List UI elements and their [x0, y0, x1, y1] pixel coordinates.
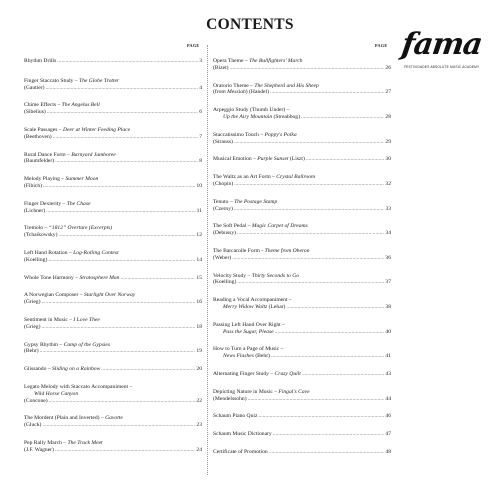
toc-entry[interactable] [213, 389, 391, 403]
piece-title: Thirty Seconds to Go [251, 272, 300, 279]
page-number: 7 [199, 133, 202, 140]
page-number: 38 [385, 303, 391, 310]
toc-entry[interactable] [213, 174, 391, 188]
entry-text: (Bizet) [213, 64, 229, 71]
page-number: 6 [199, 109, 202, 116]
entry-text: Pep Rally March – [24, 439, 68, 446]
entry-text: (Chopin) [213, 180, 234, 187]
toc-entry[interactable] [24, 440, 202, 454]
toc-entry[interactable] [24, 201, 202, 215]
dot-leader [301, 114, 384, 121]
entry-text: Oratorio Theme – [213, 82, 255, 89]
page-number: 28 [385, 113, 391, 120]
entry-text: Sentiment in Music – [24, 316, 74, 323]
page-number: 18 [196, 323, 202, 330]
piece-title: “1812” Overture (Excerpts) [48, 225, 113, 232]
page-number: 20 [196, 366, 202, 373]
toc-entry[interactable] [213, 413, 391, 420]
entry-text: (Liszt) [288, 156, 305, 163]
piece-title: Pass the Sugar, Please [223, 328, 274, 335]
entry-text: Arpeggio Study (Thumb Under) – [213, 107, 290, 114]
entry-text: Whole Tone Harmony – [24, 274, 80, 281]
toc-entry[interactable] [24, 152, 202, 166]
piece-title: Deer at Winter Feeding Place [63, 126, 131, 133]
page-number: 4 [199, 84, 202, 91]
toc-entry[interactable] [213, 431, 391, 438]
entry-text: Left Hand Rotation – [24, 249, 74, 256]
toc-entry[interactable] [24, 342, 202, 356]
toc-entry[interactable] [213, 58, 391, 72]
piece-title: Log-Rolling Contest [73, 249, 119, 256]
dot-leader [234, 139, 385, 146]
piece-title: The Globe Trotter [79, 77, 120, 84]
entry-text: Melody Playing – [24, 176, 66, 183]
page-number: 3 [199, 58, 202, 64]
piece-title: Camp of the Gypsies [63, 341, 111, 348]
piece-title: Starlight Over Norway [83, 292, 136, 299]
dot-leader [286, 304, 384, 311]
page-number: 37 [385, 279, 391, 286]
entry-text: (J.F. Wagner) [24, 446, 54, 453]
entry-text: Glissando – [24, 366, 52, 373]
entry-text: (Gluck) [24, 422, 42, 429]
dot-leader [306, 156, 385, 163]
toc-entry[interactable] [24, 102, 202, 116]
page-number: 34 [385, 230, 391, 237]
toc-entry[interactable] [213, 297, 391, 311]
dot-leader [58, 232, 195, 239]
entry-text: Passing Left Hand Over Right – [213, 321, 285, 328]
entry-text: Depicting Nature in Music – [213, 388, 279, 395]
entry-text: (Tchaikowsky) [24, 232, 58, 239]
entry-text: Gypsy Rhythm – [24, 341, 64, 348]
page-number: 26 [385, 64, 391, 71]
page-number: 33 [385, 205, 391, 212]
toc-entry[interactable] [213, 132, 391, 146]
dot-leader [47, 109, 198, 116]
piece-title: Summer Moon [65, 176, 99, 183]
dot-leader [43, 183, 195, 190]
logo-wordmark: fama [399, 27, 484, 62]
dot-leader [248, 396, 385, 403]
dot-leader [275, 329, 385, 336]
piece-title: Fingal's Cave [278, 388, 310, 395]
page-number: 19 [196, 348, 202, 355]
piece-title: Messiah [227, 89, 246, 96]
page-number: 12 [196, 232, 202, 239]
column-divider [207, 45, 209, 475]
entry-text: The Mordent (Plain and Inverted) – [24, 415, 106, 422]
page-number: 29 [385, 138, 391, 145]
dot-leader [41, 299, 195, 306]
piece-title: Gavotte [105, 415, 123, 422]
dot-leader [270, 89, 384, 96]
entry-text: (Strauss) [213, 138, 233, 145]
toc-entry[interactable] [213, 273, 391, 287]
dot-leader [269, 449, 385, 456]
piece-title: The Chase [66, 200, 91, 207]
entry-text: Staccatissimo Touch – [213, 131, 265, 138]
entry-text: (Streabbog) [272, 113, 300, 120]
piece-title: Magic Carpet of Dreams [251, 223, 308, 230]
dot-leader [271, 353, 384, 360]
dot-leader [55, 447, 195, 454]
toc-entry[interactable] [24, 225, 202, 239]
toc-entry[interactable] [24, 366, 202, 373]
toc-entry[interactable] [24, 58, 202, 65]
entry-text: (from [213, 89, 228, 96]
entry-text: Musical Emotion – [213, 156, 258, 163]
toc-entry[interactable] [24, 176, 202, 190]
piece-title: Poppy's Polka [264, 131, 297, 138]
dot-leader [120, 275, 195, 282]
entry-text: Certificate of Promotion [213, 448, 268, 455]
page-number: 15 [196, 274, 202, 281]
dot-leader [237, 230, 384, 237]
toc-entry[interactable] [24, 250, 202, 264]
dot-leader [237, 279, 384, 286]
dot-leader [273, 431, 385, 438]
toc-entry[interactable] [213, 156, 391, 163]
dot-leader [49, 398, 196, 405]
piece-title: The Postage Stamp [234, 198, 278, 205]
entry-text: Scale Passages – [24, 126, 63, 133]
piece-title: Wild Horse Canyon [34, 390, 79, 397]
page-number: 40 [385, 328, 391, 335]
page-number: 10 [196, 182, 202, 189]
entry-text: (Beethoven) [24, 133, 52, 140]
entry-text: A Norwegian Composer – [24, 292, 84, 299]
entry-text: (Weber) [213, 254, 232, 261]
page-number: 36 [385, 254, 391, 261]
entry-text: (Concone) [24, 397, 48, 404]
page-column-header-left: PAGE [187, 43, 200, 48]
entry-text: Finger Staccato Study – [24, 77, 79, 84]
dot-leader [41, 324, 195, 331]
contents-right-column [213, 58, 391, 467]
entry-text: Schaum Music Dictionary [213, 431, 272, 438]
toc-entry[interactable] [24, 78, 202, 92]
page-number: 22 [196, 397, 202, 404]
entry-text: Tremolo – [24, 225, 49, 232]
entry-text: ) (Handel) [245, 89, 269, 96]
page-number: 48 [385, 448, 391, 455]
toc-entry[interactable] [24, 384, 202, 404]
toc-entry[interactable] [213, 449, 391, 456]
page-number: 14 [196, 256, 202, 263]
entry-text: Rural Dance Form – [24, 151, 72, 158]
entry-text: Legato Melody with Staccato Accompaniment – [24, 383, 133, 390]
piece-title: I Love Thee [73, 316, 100, 323]
page-number: 47 [385, 431, 391, 438]
entry-text: Velocity Study – [213, 272, 252, 279]
dot-leader [42, 422, 195, 429]
entry-text: (Gautier) [24, 84, 45, 91]
entry-text: (Lichner) [24, 207, 46, 214]
dot-leader [48, 257, 195, 264]
entry-text: (Behr) [24, 348, 39, 355]
piece-title: The Bullfighters' March [249, 58, 303, 64]
piece-title: Up the Airy Mountain [223, 113, 273, 120]
piece-title: News Flashes [223, 353, 254, 360]
entry-text: (Grieg) [24, 323, 41, 330]
fama-logo [399, 27, 490, 69]
page-number: 32 [385, 180, 391, 187]
entry-text: (Grieg) [24, 299, 41, 306]
page-number: 43 [385, 370, 391, 377]
toc-entry[interactable] [24, 415, 202, 429]
toc-entry[interactable] [24, 127, 202, 141]
page-title: CONTENTS [206, 16, 294, 33]
entry-text: Opera Theme – [213, 58, 250, 64]
toc-entry[interactable] [213, 107, 391, 121]
entry-text: (Behr) [253, 353, 270, 360]
toc-entry[interactable] [213, 371, 391, 378]
entry-text: (Sibelius) [24, 109, 46, 116]
piece-title: Sliding on a Rainbow [51, 366, 101, 373]
entry-text: (Baumfelder) [24, 158, 55, 165]
toc-entry[interactable] [213, 248, 391, 262]
piece-title: Merry Widow Waltz [223, 303, 268, 310]
dot-leader [234, 181, 384, 188]
piece-title: Barnyard Jamboree [71, 151, 116, 158]
entry-text: Chime Effects – [24, 102, 62, 109]
dot-leader [234, 206, 385, 213]
page-number: 23 [196, 422, 202, 429]
entry-text: The Soft Pedal – [213, 223, 252, 230]
entry-text: The Waltz as an Art Form – [213, 174, 277, 181]
page-number: 16 [196, 299, 202, 306]
dot-leader [53, 134, 199, 141]
dot-leader [57, 58, 198, 65]
dot-leader [302, 371, 385, 378]
page-number: 24 [196, 446, 202, 453]
piece-title: Crazy Quilt [274, 370, 301, 377]
entry-text: (Koelling) [24, 256, 48, 263]
toc-entry[interactable] [213, 346, 391, 360]
entry-text: (Debussy) [213, 230, 236, 237]
toc-entry[interactable] [24, 292, 202, 306]
entry-text: Schaum Piano Quiz [213, 413, 258, 420]
piece-title: Stratosphere Man [79, 274, 120, 281]
toc-entry[interactable] [213, 322, 391, 336]
page-number: 8 [199, 158, 202, 165]
piece-title: The Track Meet [67, 439, 103, 446]
entry-text: Alternating Finger Study – [213, 370, 275, 377]
dot-leader [230, 65, 385, 72]
dot-leader [46, 85, 199, 92]
toc-entry[interactable] [213, 223, 391, 237]
toc-entry[interactable] [213, 83, 391, 97]
entry-text: Reading a Vocal Accompaniment – [213, 297, 292, 304]
toc-entry[interactable] [24, 275, 202, 282]
entry-text: (Czerny) [213, 205, 233, 212]
logo-tagline: FESTIVIDADES ABSOLUTE MUSIC ACADEMY [404, 65, 480, 69]
piece-title: The Shepherd and His Sheep [254, 82, 319, 89]
toc-entry[interactable] [213, 199, 391, 213]
page-number: 11 [196, 207, 202, 214]
toc-entry[interactable] [24, 317, 202, 331]
entry-text: (Koelling) [213, 279, 237, 286]
entry-text: Tenuto – [213, 198, 235, 205]
dot-leader [101, 366, 195, 373]
entry-text: (Lehar) [267, 303, 286, 310]
entry-text: (Fibich) [24, 182, 43, 189]
page-column-header-right: PAGE [375, 43, 388, 48]
dot-leader [40, 348, 196, 355]
page-number: 27 [385, 89, 391, 96]
entry-text: (Mendelssohn) [213, 395, 247, 402]
entry-text: The Barcarolle Form - [213, 247, 265, 254]
entry-text: How to Turn a Page of Music – [213, 346, 284, 353]
dot-leader [46, 208, 195, 215]
piece-title: The Angelus Bell [61, 102, 100, 109]
piece-title: Crystal Ballroom [276, 174, 316, 181]
page-number: 44 [385, 395, 391, 402]
piece-title: Theme from Oberon [264, 247, 310, 254]
piece-title: Purple Sunset [257, 156, 289, 163]
dot-leader [258, 413, 384, 420]
dot-leader [232, 255, 384, 262]
page-number: 46 [385, 413, 391, 420]
dot-leader [55, 158, 198, 165]
entry-text: Finger Dexterity – [24, 200, 67, 207]
contents-left-column [24, 58, 202, 465]
entry-text: Rhythm Drills [24, 58, 57, 64]
page-number: 41 [385, 353, 391, 360]
page-number: 30 [385, 156, 391, 163]
